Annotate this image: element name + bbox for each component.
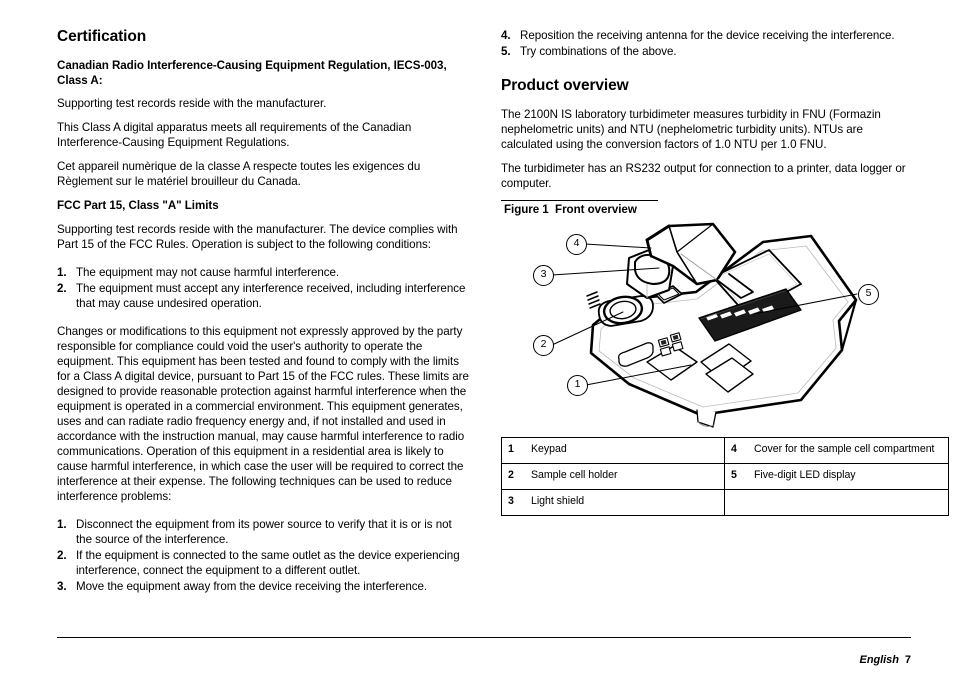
list-item [57, 265, 470, 280]
paragraph-fcc-compliance-notice: Changes or modifications to this equipment not expressly approved by the party responsible for compliance could void the user's authority to operate the equipment. This equipment has been tested and found to comply with the limits for a Class A digital device, pursuant to Part 15 of the FCC rules. These limits are designed to provide reasonable protection against harmful interference when the equipment is operated in a commercial environment. This equipment generates, uses and can radiate radio frequency energy and, if not installed and used in accordance with the instruction manual, may cause harmful interference to radio communications. Operation of this equipment in a residential area is likely to cause harmful interference, in which case the user will be required to correct the interference at their expense. The following techniques can be used to reduce interference problems: [57, 324, 469, 503]
legend-number-2: 2 [502, 464, 525, 490]
footer-language: English [859, 654, 899, 666]
list-interference-techniques-continued [501, 28, 914, 59]
list-item [57, 548, 470, 578]
list-fcc-conditions [57, 265, 470, 311]
list-item [57, 281, 470, 311]
legend-label-empty [747, 490, 949, 516]
paragraph-rs232-output: The turbidimeter has an RS232 output for connection to a printer, data logger or computer. [501, 162, 906, 191]
list-marker: 4. [501, 29, 511, 42]
legend-label-4: Cover for the sample cell compartment [747, 438, 949, 464]
legend-number-1: 1 [502, 438, 525, 464]
legend-number-5: 5 [725, 464, 748, 490]
list-item-text: Try combinations of the above. [520, 45, 677, 58]
legend-label-1: Keypad [524, 438, 725, 464]
page-footer [848, 642, 911, 673]
legend-label-2: Sample cell holder [524, 464, 725, 490]
right-column [501, 28, 935, 516]
legend-number-3: 3 [502, 490, 525, 516]
footer-page-number: 7 [904, 654, 911, 666]
figure-callout-1: 1 [567, 375, 588, 396]
legend-number-empty [725, 490, 748, 516]
table-row [502, 438, 949, 464]
page-title-product-overview: Product overview [501, 77, 629, 94]
figure-callout-2: 2 [533, 335, 554, 356]
legend-label-5: Five-digit LED display [747, 464, 949, 490]
list-marker: 1. [57, 517, 67, 531]
paragraph-french-notice: Cet appareil numèrique de la classe A respecte toutes les exigences du Règlement sur le matériel brouilleur du Canada. [57, 160, 421, 189]
list-item-text: Disconnect the equipment from its power source to verify that it is or is not the source of the interference. [76, 517, 452, 546]
list-marker: 2. [57, 281, 67, 295]
subsection-fcc-part15-title: FCC Part 15, Class "A" Limits [57, 199, 219, 213]
figure-legend-table [501, 437, 949, 516]
list-marker: 2. [57, 548, 67, 562]
figure-caption: Figure 1 Front overview [504, 203, 637, 217]
list-item-text: The equipment may not cause harmful interference. [76, 265, 340, 279]
figure-caption-rule [501, 200, 658, 201]
subsection-canadian-regulation-title: Canadian Radio Interference-Causing Equipment Regulation, IECS-003, Class A: [57, 59, 447, 88]
list-interference-techniques [57, 517, 470, 594]
table-row [502, 490, 949, 516]
paragraph-supporting-records-canada: Supporting test records reside with the manufacturer. [57, 97, 327, 111]
paragraph-class-a-apparatus: This Class A digital apparatus meets all requirements of the Canadian Interference-Causing Equipment Regulations. [57, 121, 412, 150]
legend-number-4: 4 [725, 438, 748, 464]
list-item-text: Move the equipment away from the device receiving the interference. [76, 579, 428, 593]
list-item-text: If the equipment is connected to the same outlet as the device experiencing interference, connect the equipment to a different outlet. [76, 548, 460, 577]
figure-callout-4: 4 [566, 234, 587, 255]
list-marker: 3. [57, 579, 67, 593]
paragraph-fcc-conditions-intro: Supporting test records reside with the manufacturer. The device complies with Part 15 of the FCC Rules. Operation is subject to the following conditions: [57, 222, 458, 251]
table-row [502, 464, 949, 490]
legend-label-3: Light shield [524, 490, 725, 516]
list-item [57, 579, 470, 594]
list-item [57, 517, 470, 547]
figure-callout-3: 3 [533, 265, 554, 286]
list-item [501, 28, 914, 43]
list-item [501, 44, 914, 59]
list-marker: 5. [501, 45, 511, 58]
paragraph-turbidimeter-units: The 2100N IS laboratory turbidimeter measures turbidity in FNU (Formazin nephelometric units) and NTU (nephelometric turbidity units). NTUs are calculated using the conversion factors of 1.0 NTU per 1.0 FNU. [501, 108, 881, 152]
list-item-text: The equipment must accept any interference received, including interference that may cause undesired operation. [76, 281, 466, 310]
figure-illustration [501, 222, 913, 428]
left-column [57, 28, 470, 603]
page-title-certification: Certification [57, 28, 147, 45]
footer-rule [57, 637, 911, 638]
turbidimeter-line-drawing [501, 222, 913, 428]
list-marker: 1. [57, 265, 67, 279]
figure-callout-5: 5 [858, 284, 879, 305]
list-item-text: Reposition the receiving antenna for the device receiving the interference. [520, 29, 895, 42]
figure-front-overview [501, 200, 935, 516]
